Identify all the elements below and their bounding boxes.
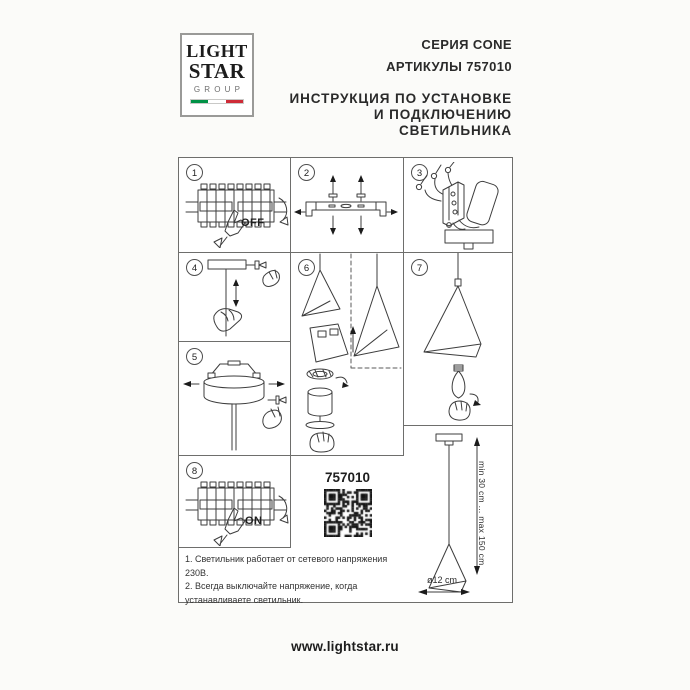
hand-icon [263,407,282,428]
arrow-down-icon [330,216,364,235]
qr-code [324,489,372,537]
hand-icon [449,401,470,420]
grid-hline-row2 [178,455,404,456]
step-badge-7: 7 [411,259,428,276]
flag-white-stripe [208,100,225,103]
header-text [270,37,512,139]
bulb-icon [452,365,465,398]
arrow-updown-icon [233,279,239,307]
italian-flag-icon [190,99,244,104]
diameter-dimension-label: ø12 cm [426,575,457,585]
step-badge-6: 6 [298,259,315,276]
hand-icon [310,432,334,452]
off-label: OFF [241,217,265,229]
step-badge-4: 4 [186,259,203,276]
flag-red-stripe [226,100,243,103]
step-badge-8: 8 [186,462,203,479]
on-label: ON [245,515,263,527]
wiring-connection-illustration [405,162,511,250]
step-badge-2: 2 [298,164,315,181]
screw-icon [246,261,266,269]
hand-icon [263,270,280,286]
step-badge-1: 1 [186,164,203,181]
circuit-breaker-off-illustration [182,176,290,248]
lightstar-logo [180,33,254,117]
hand-icon [214,309,242,331]
qr-code-canvas [324,489,372,537]
note-2: 2. Всегда выключайте напряжение, когда устанавливаете светильник. [185,581,358,605]
logo-word-star: STAR [188,59,246,83]
flag-green-stripe [191,100,208,103]
bulb-install-illustration [404,253,512,424]
instruction-title-line1: ИНСТРУКЦИЯ ПО УСТАНОВКЕ [289,91,512,106]
grid-hline-p8 [178,547,291,548]
shade-assembly-illustration [290,252,403,454]
screw-icon [357,175,365,201]
mounting-bracket-illustration [292,168,401,248]
screw-icon [329,175,337,201]
rotate-arrow-icon [470,394,481,406]
height-dimension-label: min 30 cm ... max 150 cm [477,460,487,566]
cord-adjust-illustration [180,256,288,339]
screw-icon [268,396,286,404]
logo-word-light: LIGHT [186,41,248,61]
circuit-breaker-on-illustration [182,474,290,546]
rotate-arrow-icon [336,377,349,388]
logo-word-group: GROUP [193,85,245,94]
instruction-title-line2: И ПОДКЛЮЧЕНИЮ СВЕТИЛЬНИКА [373,107,512,138]
safety-notes [185,553,403,607]
website-url: www.lightstar.ru [291,639,399,654]
step-badge-5: 5 [186,348,203,365]
product-article-number: 757010 [324,470,371,485]
canopy-install-illustration [180,346,288,453]
series-title: СЕРИЯ CONE [421,37,512,52]
note-1: 1. Светильник работает от сетевого напряжения 230В. [185,554,388,578]
article-numbers: АРТИКУЛЫ 757010 [386,59,512,74]
step-badge-3: 3 [411,164,428,181]
grid-hline-p4 [178,341,291,342]
